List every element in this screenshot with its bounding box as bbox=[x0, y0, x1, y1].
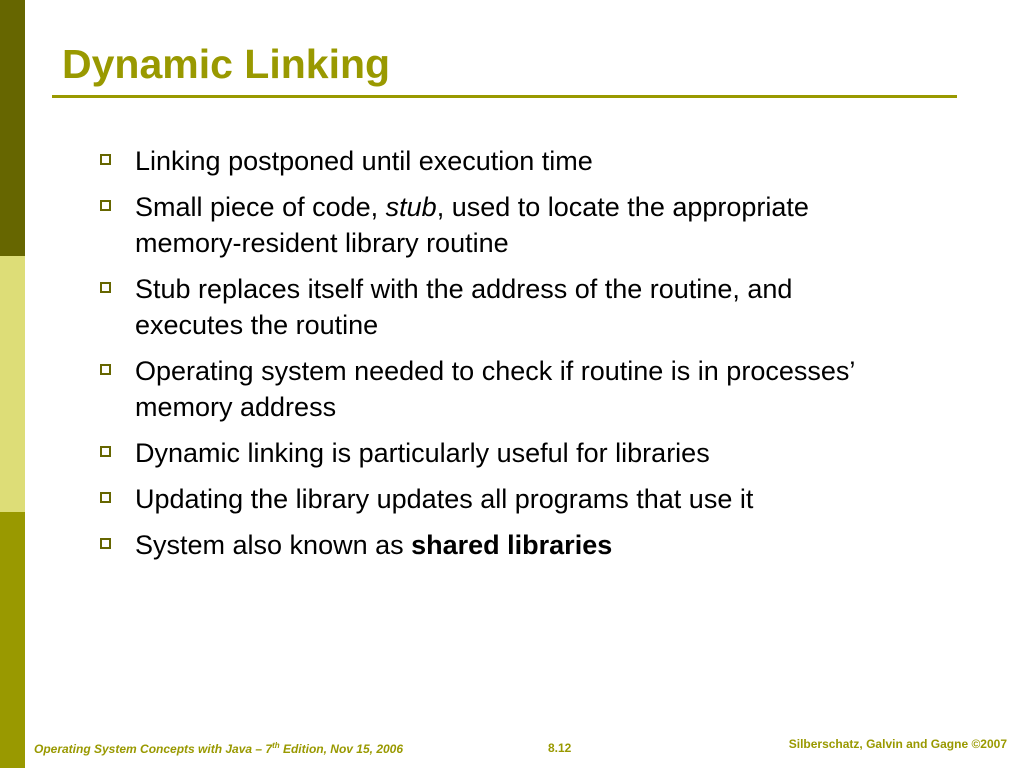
footer-superscript: th bbox=[272, 741, 280, 750]
bullet-item bbox=[98, 353, 898, 425]
bullet-item bbox=[98, 271, 898, 343]
bullet-text-before: Small piece of code, bbox=[135, 192, 386, 222]
side-bar-middle bbox=[0, 256, 25, 512]
bullet-text: Stub replaces itself with the address of the routine, and executes the routine bbox=[135, 274, 793, 340]
footer-book-info bbox=[34, 741, 403, 756]
footer-edition: Edition, Nov 15, 2006 bbox=[279, 742, 404, 756]
square-bullet-icon bbox=[100, 364, 111, 375]
bullet-strong: shared libraries bbox=[411, 530, 613, 560]
bullet-text: Linking postponed until execution time bbox=[135, 146, 593, 176]
bullet-item bbox=[98, 143, 898, 179]
bullet-text: Updating the library updates all programs that use it bbox=[135, 484, 754, 514]
square-bullet-icon bbox=[100, 154, 111, 165]
footer-copyright: Silberschatz, Galvin and Gagne ©2007 bbox=[788, 737, 1007, 751]
side-bar-top bbox=[0, 0, 25, 256]
bullet-item bbox=[98, 435, 898, 471]
bullet-item bbox=[98, 189, 898, 261]
title-rule bbox=[52, 95, 957, 98]
page-number: 8.12 bbox=[548, 741, 572, 755]
square-bullet-icon bbox=[100, 492, 111, 503]
bullet-text: Dynamic linking is particularly useful for libraries bbox=[135, 438, 710, 468]
bullet-text: Operating system needed to check if routine is in processes’ memory address bbox=[135, 356, 855, 422]
footer-book-title: Operating System Concepts with Java – 7 bbox=[34, 742, 273, 756]
bullet-list bbox=[98, 143, 898, 573]
square-bullet-icon bbox=[100, 200, 111, 211]
bullet-item bbox=[98, 527, 898, 563]
side-bar-bottom bbox=[0, 512, 25, 768]
slide-title: Dynamic Linking bbox=[62, 41, 391, 87]
square-bullet-icon bbox=[100, 446, 111, 457]
bullet-item bbox=[98, 481, 898, 517]
square-bullet-icon bbox=[100, 282, 111, 293]
square-bullet-icon bbox=[100, 538, 111, 549]
bullet-text-before: System also known as bbox=[135, 530, 412, 560]
bullet-text-after: , used to locate the appropriate memory-resident library routine bbox=[135, 192, 809, 258]
bullet-emphasis: stub bbox=[385, 192, 437, 222]
